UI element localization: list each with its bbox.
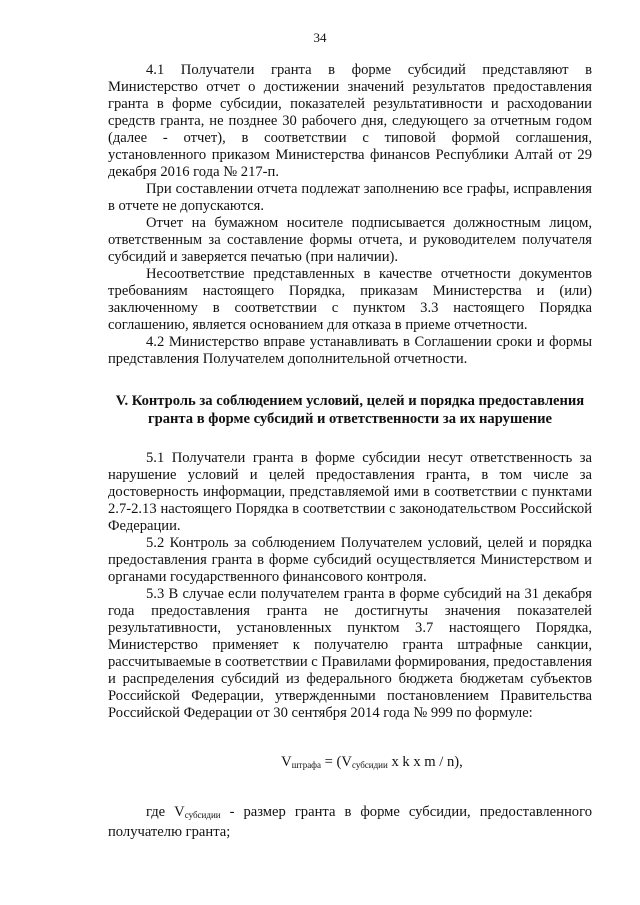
paragraph-report-fields: При составлении отчета подлежат заполнению все графы, исправления в отчете не допускаются. xyxy=(108,181,592,214)
formula-rhs-subscript: субсидии xyxy=(351,760,388,770)
paragraph-5-2: 5.2 Контроль за соблюдением Получателем условий, целей и порядка предоставления гранта в форме субсидий осуществляется Министерством и органами государственного финансового контроля. xyxy=(108,535,592,585)
paragraph-definition xyxy=(108,804,592,841)
paragraph-report-signature: Отчет на бумажном носителе подписывается должностным лицом, ответственным за составление формы отчета, и руководителем получателя субсидий и заверяется печатью (при наличии). xyxy=(108,215,592,265)
paragraph-5-3: 5.3 В случае если получателем гранта в форме субсидий на 31 декабря года предоставления гранта не достигнуты значения показателей результативности, установленных пунктом 3.7 настоящего Порядка, Министерство применяет к получателю гранта штрафные санкции, рассчитываемые в соответствии с Правилами формирования, предоставления и распределения субсидий из федерального бюджета бюджетам субъектов Российской Федерации, утвержденными постановлением Правительства Российской Федерации от 30 сентября 2014 года № 999 по формуле: xyxy=(108,586,592,721)
formula-rhs-tail: x k x m / n), xyxy=(387,754,463,770)
formula-lhs-subscript: штрафа xyxy=(291,760,322,770)
definition-text: - размер гранта в форме субсидии, предоставленного получателю гранта; xyxy=(108,804,592,840)
paragraph-report-noncompliance: Несоответствие представленных в качестве отчетности документов требованиям настоящего Порядка, приказам Министерства и (или) заключенному в соответствии с пунктом 3.3 настоящего Порядка соглашению, является основанием для отказа в приеме отчетности. xyxy=(108,266,592,333)
page-number: 34 xyxy=(313,30,327,45)
document-body xyxy=(108,62,592,841)
section-heading: V. Контроль за соблюдением условий, целей и порядка предоставления гранта в форме субсидий и ответственности за их нарушение xyxy=(115,393,585,427)
definition-prefix: где V xyxy=(146,804,185,820)
paragraph-4-2: 4.2 Министерство вправе устанавливать в Соглашении сроки и формы представления Получателем дополнительной отчетности. xyxy=(108,334,592,367)
definition-subscript: субсидии xyxy=(184,810,221,820)
paragraph-5-1: 5.1 Получатели гранта в форме субсидии несут ответственность за нарушение условий и целей предоставления гранта, в том числе за достоверность информации, представляемой ими в соответствии с пунктами 2.7-2.13 настоящего Порядка в соответствии с законодательством Российской Федерации. xyxy=(108,450,592,534)
formula-rhs-symbol: V xyxy=(341,754,352,770)
penalty-formula xyxy=(108,754,592,774)
formula-equals: = ( xyxy=(321,754,342,770)
formula-lhs-symbol: V xyxy=(281,754,292,770)
paragraph-4-1: 4.1 Получатели гранта в форме субсидий представляют в Министерство отчет о достижении значений результатов предоставления гранта в форме субсидии, показателей результативности и расходовании средств гранта, не позднее 30 рабочего дня, следующего за отчетным годом (далее - отчет), в соответствии с типовой формой соглашения, установленного приказом Министерства финансов Республики Алтай от 29 декабря 2016 года № 217-п. xyxy=(108,62,592,180)
